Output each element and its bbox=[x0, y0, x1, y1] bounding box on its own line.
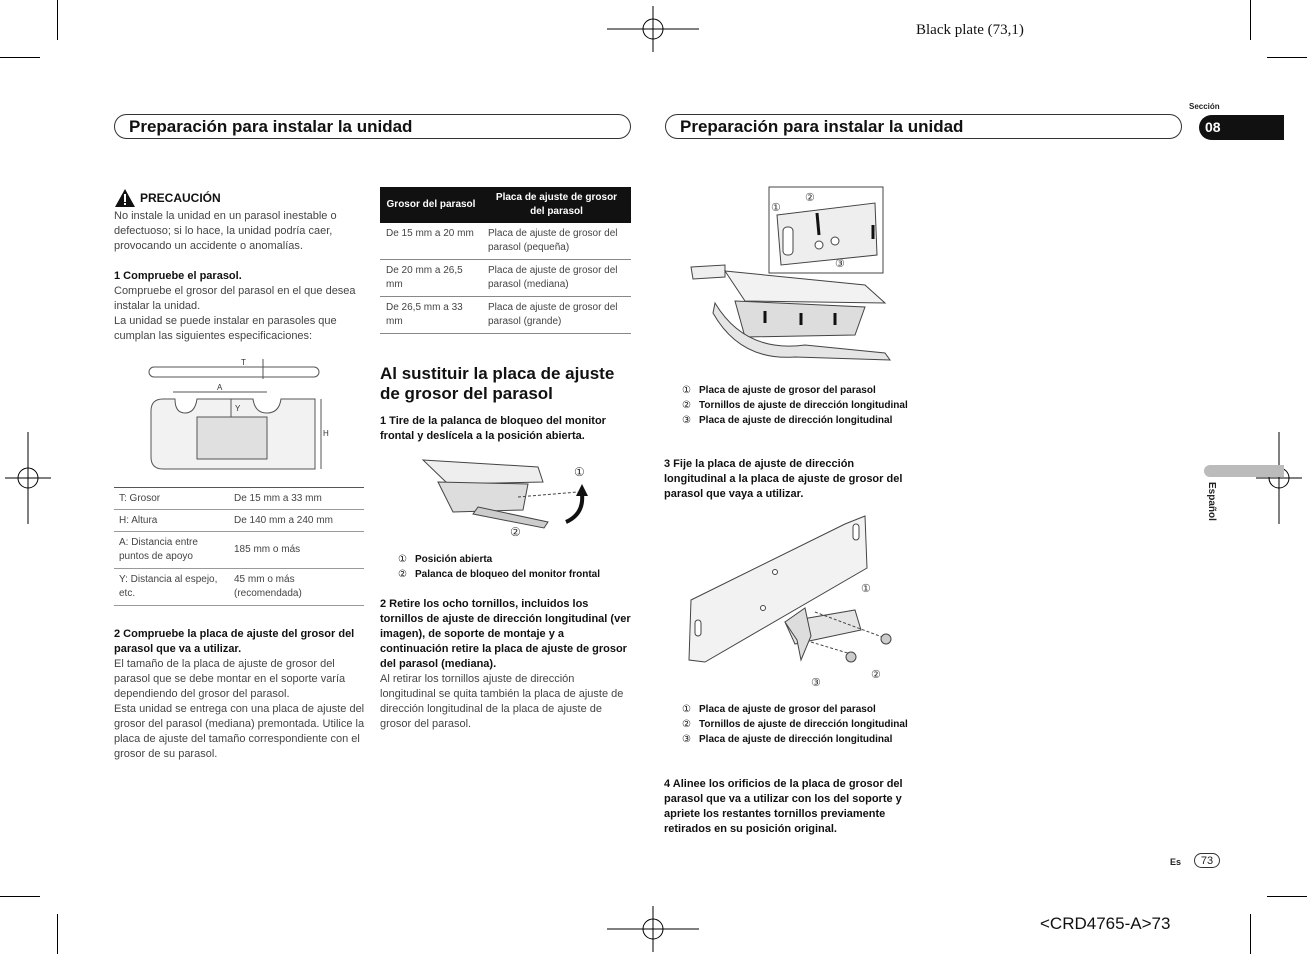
label-a: A bbox=[217, 383, 223, 392]
list-item bbox=[682, 717, 922, 732]
list-item bbox=[682, 398, 922, 413]
crop-mark bbox=[1250, 0, 1251, 40]
registration-mark bbox=[5, 432, 51, 524]
plate-table bbox=[380, 187, 631, 334]
language-tab-label: Español bbox=[1206, 482, 1217, 521]
fig-mark-3: ③ bbox=[811, 677, 821, 689]
table-cell: Placa de ajuste de grosor del parasol (grande) bbox=[482, 297, 631, 334]
table-row bbox=[114, 532, 364, 569]
table-cell: De 15 mm a 20 mm bbox=[380, 223, 482, 260]
spec-value: De 140 mm a 240 mm bbox=[229, 510, 364, 532]
legend-number: ① bbox=[682, 385, 691, 396]
list-item bbox=[682, 702, 922, 717]
column-2 bbox=[380, 364, 632, 444]
crop-mark bbox=[0, 896, 40, 897]
spec-value: De 15 mm a 33 mm bbox=[229, 488, 364, 510]
legend-text: Posición abierta bbox=[415, 554, 493, 565]
fig-mark-1: ① bbox=[861, 583, 871, 595]
document-code: <CRD4765-A>73 bbox=[1040, 914, 1171, 933]
fig-mark-1: ① bbox=[771, 202, 781, 214]
label-h: H bbox=[323, 429, 329, 438]
table-row bbox=[380, 297, 631, 334]
footer-lang: Es bbox=[1170, 857, 1182, 867]
legend-text: Tornillos de ajuste de dirección longitudinal bbox=[699, 400, 908, 411]
list-item bbox=[682, 413, 922, 428]
step2-title: 2 Retire los ocho tornillos, incluidos los tornillos de ajuste de dirección longitudinal (ver imagen), de soporte de montaje y a continuación retire la placa de ajuste de grosor del parasol (mediana). bbox=[380, 598, 631, 670]
legend-number: ② bbox=[682, 719, 691, 730]
fig-mark-3: ③ bbox=[835, 258, 845, 270]
page-header-right: Preparación para instalar la unidad bbox=[665, 114, 1182, 139]
fig-mark-1: ① bbox=[574, 465, 585, 479]
crop-mark bbox=[1267, 896, 1307, 897]
spec-value: 185 mm o más bbox=[229, 532, 364, 569]
step1-title: 1 Tire de la palanca de bloqueo del monitor frontal y deslícela a la posición abierta. bbox=[380, 415, 606, 442]
legend-fig1 bbox=[398, 552, 600, 582]
table-row bbox=[380, 260, 631, 297]
crop-mark bbox=[1267, 57, 1307, 58]
legend-number: ① bbox=[398, 554, 407, 565]
spec-key: Y: Distancia al espejo, etc. bbox=[114, 569, 229, 606]
table-cell: Placa de ajuste de grosor del parasol (pequeña) bbox=[482, 223, 631, 260]
section-number-badge: 08 bbox=[1199, 115, 1284, 140]
caution-title: PRECAUCIÓN bbox=[140, 191, 221, 205]
table-row bbox=[380, 223, 631, 260]
table-header: Grosor del parasol bbox=[380, 187, 482, 223]
lock-lever-figure bbox=[418, 452, 593, 544]
fig-mark-2: ② bbox=[510, 525, 521, 539]
screws-figure bbox=[685, 185, 895, 365]
legend-text: Placa de ajuste de grosor del parasol bbox=[699, 704, 876, 715]
column-1-lower bbox=[114, 627, 366, 762]
spec-value: 45 mm o más (recomendada) bbox=[229, 569, 364, 606]
legend-number: ② bbox=[398, 569, 407, 580]
section-heading: Al sustituir la placa de ajuste de grosor del parasol bbox=[380, 364, 615, 403]
legend-number: ③ bbox=[682, 734, 691, 745]
plate-label: Black plate (73,1) bbox=[916, 22, 1024, 38]
plate-assembly-figure bbox=[685, 512, 895, 690]
spec-table bbox=[114, 487, 364, 606]
spec-key: T: Grosor bbox=[114, 488, 229, 510]
legend-fig3 bbox=[682, 702, 922, 747]
section-label: Sección bbox=[1189, 102, 1220, 111]
caution-text: No instale la unidad en un parasol inestable o defectuoso; si lo hace, la unidad podría caer, provocando un accidente o anomalías. bbox=[114, 210, 337, 252]
label-y: Y bbox=[235, 404, 241, 413]
fig-mark-2: ② bbox=[871, 669, 881, 681]
warning-icon bbox=[114, 188, 136, 208]
column-3-lower bbox=[664, 777, 916, 837]
table-row bbox=[114, 488, 364, 510]
crop-mark bbox=[57, 0, 58, 40]
table-cell: Placa de ajuste de grosor del parasol (mediana) bbox=[482, 260, 631, 297]
registration-mark bbox=[1256, 432, 1302, 524]
crop-mark bbox=[0, 57, 40, 58]
registration-mark bbox=[607, 906, 699, 952]
column-2-lower bbox=[380, 597, 632, 732]
language-tab-bar bbox=[1204, 465, 1284, 477]
table-cell: De 20 mm a 26,5 mm bbox=[380, 260, 482, 297]
list-item bbox=[682, 732, 922, 747]
crop-mark bbox=[57, 914, 58, 954]
legend-number: ① bbox=[682, 704, 691, 715]
registration-mark bbox=[607, 6, 699, 52]
legend-number: ③ bbox=[682, 415, 691, 426]
label-t: T bbox=[241, 358, 246, 367]
table-row bbox=[114, 510, 364, 532]
page-header-left: Preparación para instalar la unidad bbox=[114, 114, 631, 139]
list-item bbox=[398, 567, 600, 582]
step3-title: 3 Fije la placa de ajuste de dirección longitudinal a la placa de ajuste de grosor del parasol que vaya a utilizar. bbox=[664, 458, 903, 500]
page-number: 73 bbox=[1194, 853, 1220, 868]
legend-text: Placa de ajuste de dirección longitudinal bbox=[699, 415, 893, 426]
step2-title: 2 Compruebe la placa de ajuste del grosor del parasol que va a utilizar. bbox=[114, 628, 355, 655]
table-cell: De 26,5 mm a 33 mm bbox=[380, 297, 482, 334]
fig-mark-2: ② bbox=[805, 192, 815, 204]
step1-title: 1 Compruebe el parasol. bbox=[114, 270, 242, 282]
legend-text: Placa de ajuste de dirección longitudinal bbox=[699, 734, 893, 745]
legend-fig2 bbox=[682, 383, 922, 428]
column-3 bbox=[664, 457, 916, 502]
list-item bbox=[398, 552, 600, 567]
table-header: Placa de ajuste de grosor del parasol bbox=[482, 187, 631, 223]
table-header-row bbox=[380, 187, 631, 223]
step4-title: 4 Alinee los orificios de la placa de grosor del parasol que va a utilizar con los del soporte y apriete los restantes tornillos previamente retirados en su posición original. bbox=[664, 778, 903, 835]
list-item bbox=[682, 383, 922, 398]
step1-body: Compruebe el grosor del parasol en el que desea instalar la unidad. La unidad se puede instalar en parasoles que cumplan las siguientes especificaciones: bbox=[114, 285, 356, 342]
sunvisor-diagram bbox=[145, 357, 340, 472]
column-1 bbox=[114, 187, 366, 344]
legend-text: Palanca de bloqueo del monitor frontal bbox=[415, 569, 601, 580]
step2-body: Al retirar los tornillos ajuste de dirección longitudinal se quita también la placa de ajuste de dirección longitudinal de la placa de ajuste de grosor del parasol. bbox=[380, 673, 624, 730]
legend-text: Placa de ajuste de grosor del parasol bbox=[699, 385, 876, 396]
legend-text: Tornillos de ajuste de dirección longitudinal bbox=[699, 719, 908, 730]
step2-body: El tamaño de la placa de ajuste de grosor del parasol que se debe montar en el soporte varía dependiendo del grosor del parasol. Esta unidad se entrega con una placa de ajuste del grosor del parasol (mediana) premontada. Utilice la placa de ajuste del tamaño correspondiente con el grosor de su parasol. bbox=[114, 658, 365, 760]
spec-key: A: Distancia entre puntos de apoyo bbox=[114, 532, 229, 569]
legend-number: ② bbox=[682, 400, 691, 411]
spec-key: H: Altura bbox=[114, 510, 229, 532]
crop-mark bbox=[1250, 914, 1251, 954]
table-row bbox=[114, 569, 364, 606]
